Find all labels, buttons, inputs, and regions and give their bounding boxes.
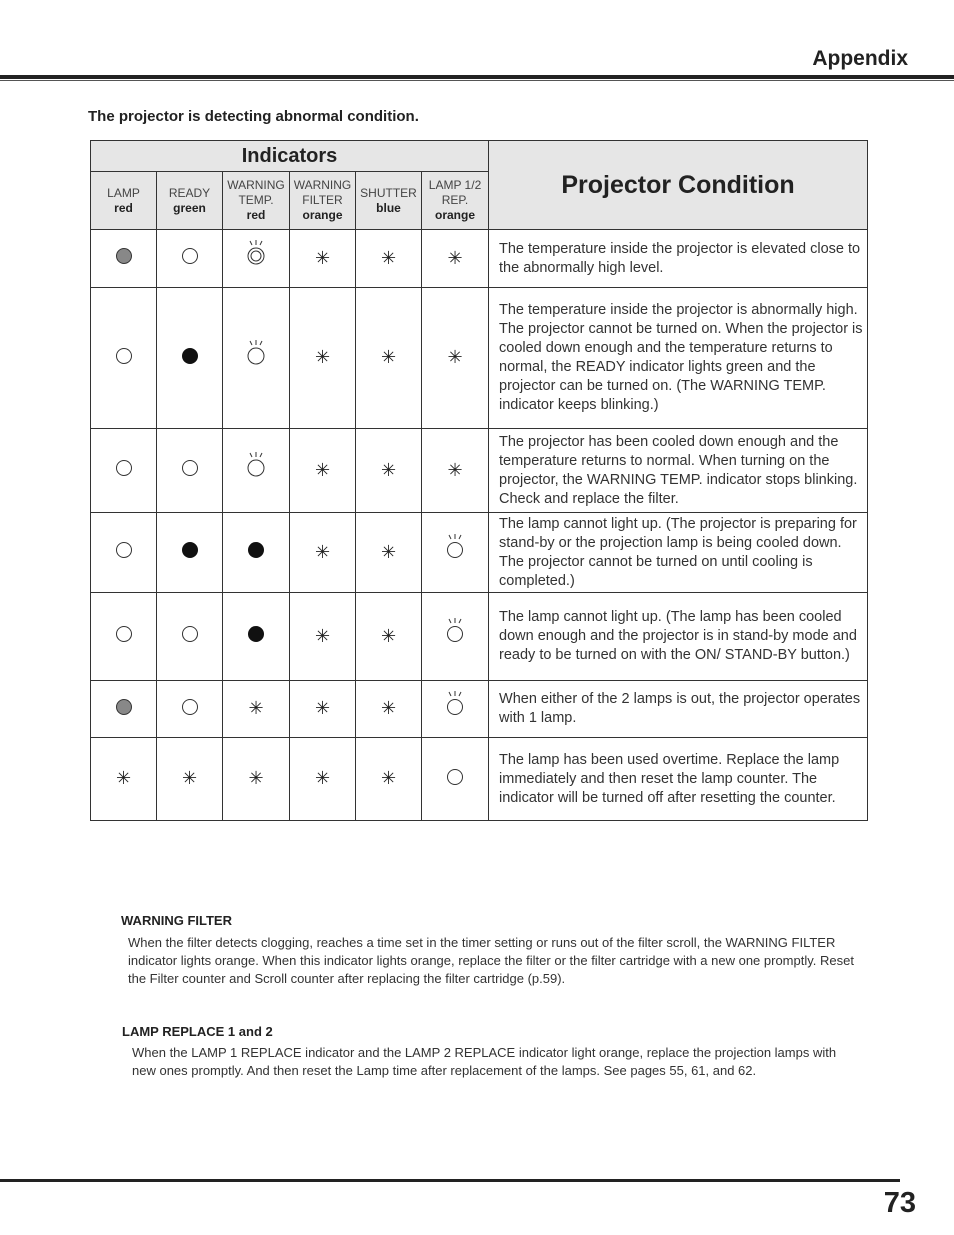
indicator-cell <box>91 738 157 821</box>
column-header <box>422 172 489 230</box>
asterisk-icon: ✳ <box>314 768 331 789</box>
indicator-on-icon <box>182 542 198 558</box>
indicator-cell <box>91 429 157 513</box>
indicator-cell <box>223 738 290 821</box>
page-subtitle: The projector is detecting abnormal condition. <box>88 108 419 125</box>
footer-rule <box>0 1179 900 1182</box>
indicator-cell <box>422 288 489 429</box>
indicator-cell <box>290 738 356 821</box>
table-row <box>91 681 868 738</box>
indicator-on-icon <box>182 348 198 364</box>
indicator-cell <box>157 593 223 681</box>
indicator-cell <box>157 429 223 513</box>
indicator-blinking-icon <box>447 626 463 642</box>
indicator-cell <box>157 681 223 738</box>
indicator-cell <box>290 681 356 738</box>
column-header <box>356 172 422 230</box>
projector-condition-heading: Projector Condition <box>489 141 868 230</box>
indicator-off-icon <box>116 348 132 364</box>
indicator-dim-icon <box>116 699 132 715</box>
condition-description: The projector has been cooled down enough and the temperature returns to normal. When turning on the projector, the WARNING TEMP. indicator stops blinking. Check and replace the filter. <box>489 429 868 513</box>
asterisk-icon: ✳ <box>380 459 397 481</box>
indicator-on-icon <box>248 626 264 642</box>
indicator-on-icon <box>248 542 264 558</box>
column-color: red <box>246 208 266 222</box>
column-color: red <box>114 200 133 215</box>
asterisk-icon: ✳ <box>380 768 397 789</box>
indicator-cell <box>356 429 422 513</box>
column-name: LAMP <box>107 185 140 200</box>
column-name: SHUTTER <box>360 185 417 200</box>
header-rule-thin <box>0 80 954 81</box>
note-text-lamp-replace: When the LAMP 1 REPLACE indicator and the LAMP 2 REPLACE indicator light orange, replace the projection lamps with new ones promptly. And then reset the Lamp time after replacement of the lamps. See pages 55, 61, and 62. <box>132 1045 837 1078</box>
asterisk-icon: ✳ <box>314 459 331 481</box>
indicator-cell <box>223 681 290 738</box>
indicator-cell <box>422 230 489 288</box>
asterisk-icon: ✳ <box>447 459 463 481</box>
column-name: READY <box>168 185 211 200</box>
condition-description: The lamp cannot light up. (The projector is preparing for stand-by or the projection lamp is being cooled down. The projector cannot be turned on until cooling is completed.) <box>489 513 868 593</box>
asterisk-icon: ✳ <box>314 247 331 269</box>
indicator-cell <box>290 593 356 681</box>
indicator-cell <box>91 681 157 738</box>
condition-description: The lamp has been used overtime. Replace the lamp immediately and then reset the lamp counter. The indicator will be turned off after resetting the counter. <box>489 738 868 821</box>
table-row <box>91 593 868 681</box>
table-row <box>91 230 868 288</box>
column-color: blue <box>376 200 401 215</box>
indicator-cell <box>223 429 290 513</box>
indicator-cell <box>91 288 157 429</box>
asterisk-icon: ✳ <box>447 347 463 368</box>
header-rule <box>0 75 954 79</box>
asterisk-icon: ✳ <box>380 247 397 269</box>
indicator-cell <box>422 681 489 738</box>
indicator-table <box>90 140 868 821</box>
indicator-blinking-icon <box>447 699 463 715</box>
section-title: Appendix <box>812 47 908 70</box>
indicator-blinking-ring-icon <box>248 248 264 264</box>
column-color: orange <box>435 208 476 222</box>
asterisk-icon: ✳ <box>181 768 198 789</box>
column-name: WARNING TEMP. <box>227 178 285 207</box>
indicator-off-icon <box>116 460 132 476</box>
indicator-cell <box>223 513 290 593</box>
asterisk-icon: ✳ <box>115 768 132 789</box>
indicator-off-icon <box>182 626 198 642</box>
column-header <box>290 172 356 230</box>
indicator-cell <box>157 288 223 429</box>
indicator-off-icon <box>447 769 463 785</box>
note-text-warning-filter: When the filter detects clogging, reaches a time set in the timer setting or runs out of the filter scroll, the WARNING FILTER indicator lights orange. When this indicator lights orange, replace the filter or the filter cartridge with a new one promptly. Reset the Filter counter and Scroll counter after replacing the filter cartridge (p.59). <box>128 935 854 986</box>
indicator-off-icon <box>182 699 198 715</box>
indicator-off-icon <box>116 626 132 642</box>
indicator-off-icon <box>182 460 198 476</box>
indicator-cell <box>356 738 422 821</box>
condition-description: The temperature inside the projector is elevated close to the abnormally high level. <box>489 230 868 288</box>
column-name: LAMP 1/2 REP. <box>428 178 482 207</box>
column-header <box>157 172 223 230</box>
asterisk-icon: ✳ <box>447 247 463 269</box>
indicator-cell <box>223 288 290 429</box>
asterisk-icon: ✳ <box>380 625 397 647</box>
asterisk-icon: ✳ <box>248 768 264 789</box>
asterisk-icon: ✳ <box>314 698 331 719</box>
column-name: WARNING FILTER <box>293 178 352 207</box>
note-title-lamp-replace: LAMP REPLACE 1 and 2 <box>122 1024 273 1039</box>
condition-description: The temperature inside the projector is abnormally high. The projector cannot be turned on. When the projector is cooled down enough and the temperature returns to normal, the READY indicator lights green and the projector can be turned on. (The WARNING TEMP. indicator keeps blinking.) <box>489 288 868 429</box>
page-number: 73 <box>883 1187 916 1219</box>
indicator-dim-icon <box>116 248 132 264</box>
condition-description: When either of the 2 lamps is out, the projector operates with 1 lamp. <box>489 681 868 738</box>
indicator-cell <box>91 513 157 593</box>
indicator-cell <box>223 593 290 681</box>
indicator-blinking-hatched-icon <box>248 348 264 364</box>
indicator-cell <box>356 681 422 738</box>
indicator-cell <box>290 288 356 429</box>
indicator-cell <box>422 738 489 821</box>
note-title-warning-filter: WARNING FILTER <box>121 913 232 928</box>
indicator-cell <box>223 230 290 288</box>
column-color: orange <box>302 208 343 222</box>
indicator-cell <box>422 513 489 593</box>
asterisk-icon: ✳ <box>380 541 397 563</box>
table-row <box>91 513 868 593</box>
indicator-cell <box>356 593 422 681</box>
indicator-cell <box>356 288 422 429</box>
column-color: green <box>173 200 206 215</box>
asterisk-icon: ✳ <box>314 347 331 368</box>
indicator-cell <box>157 513 223 593</box>
asterisk-icon: ✳ <box>248 698 264 719</box>
asterisk-icon: ✳ <box>380 347 397 368</box>
asterisk-icon: ✳ <box>314 625 331 647</box>
indicator-blinking-hatched-icon <box>248 460 264 476</box>
column-header <box>223 172 290 230</box>
indicator-cell <box>422 593 489 681</box>
column-header <box>91 172 157 230</box>
indicator-cell <box>290 230 356 288</box>
indicator-cell <box>290 429 356 513</box>
indicator-cell <box>157 230 223 288</box>
indicator-off-icon <box>116 542 132 558</box>
indicator-cell <box>91 230 157 288</box>
indicator-cell <box>157 738 223 821</box>
asterisk-icon: ✳ <box>314 541 331 563</box>
indicator-cell <box>290 513 356 593</box>
indicator-cell <box>356 513 422 593</box>
table-row <box>91 429 868 513</box>
indicator-cell <box>422 429 489 513</box>
table-row <box>91 738 868 821</box>
indicator-cell <box>91 593 157 681</box>
indicator-blinking-icon <box>447 542 463 558</box>
table-row <box>91 288 868 429</box>
condition-description: The lamp cannot light up. (The lamp has been cooled down enough and the projector is in stand-by mode and ready to be turned on with the ON/ STAND-BY button.) <box>489 593 868 681</box>
indicator-off-icon <box>182 248 198 264</box>
asterisk-icon: ✳ <box>380 698 397 719</box>
indicators-heading: Indicators <box>91 141 489 172</box>
indicator-cell <box>356 230 422 288</box>
